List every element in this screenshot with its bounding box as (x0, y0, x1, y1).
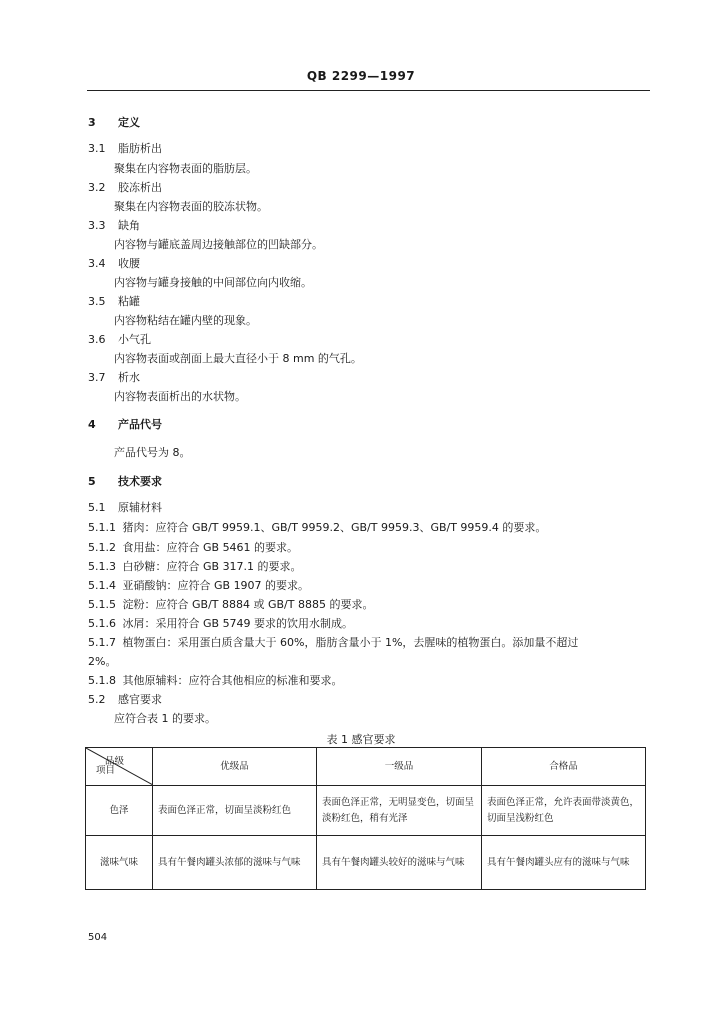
section-number: 3 (88, 116, 96, 129)
section-5-1-6 (88, 617, 353, 631)
table-cell: 表面色泽正常，切面呈淡粉红色 (153, 786, 317, 836)
section-3-1-heading (88, 142, 162, 156)
section-5-1-5 (88, 598, 373, 612)
section-3-7-text: 内容物表面析出的水状物。 (114, 390, 246, 403)
section-3-4-heading (88, 257, 140, 271)
section-5-1-3 (88, 560, 302, 574)
section-3-1-text: 聚集在内容物表面的脂肪层。 (114, 162, 257, 175)
section-5-1-2 (88, 541, 298, 555)
section-5-1-7-continued: 2%。 (88, 655, 117, 668)
corner-item-label: 项目 (96, 765, 116, 776)
standard-code-header: QB 2299—1997 (306, 69, 416, 83)
section-3-2-text: 聚集在内容物表面的胶冻状物。 (114, 200, 268, 213)
section-5-2-heading (88, 693, 162, 707)
section-number: 5.1.3 (88, 560, 116, 573)
section-number: 3.1 (88, 142, 106, 155)
table-cell: 具有午餐肉罐头浓郁的滋味与气味 (153, 836, 317, 890)
table-cell: 表面色泽正常，无明显变色，切面呈淡粉红色，稍有光泽 (317, 786, 482, 836)
section-number: 5.1.1 (88, 521, 116, 534)
section-text: 食用盐：应符合 GB 5461 的要求。 (122, 541, 299, 554)
table-corner-cell (86, 748, 153, 786)
section-5-1-8 (88, 674, 343, 688)
section-3-5-text: 内容物粘结在罐内壁的现象。 (114, 314, 257, 327)
section-title: 脂肪析出 (118, 142, 162, 155)
section-number: 5.1.8 (88, 674, 116, 687)
section-5-1-7 (88, 636, 578, 650)
column-header: 合格品 (482, 748, 646, 786)
sensory-requirements-table (85, 747, 646, 890)
section-title: 原辅材料 (118, 501, 162, 514)
section-3-heading (88, 116, 140, 130)
section-text: 亚硝酸钠：应符合 GB 1907 的要求。 (122, 579, 310, 592)
section-title: 感官要求 (118, 693, 162, 706)
section-title: 定义 (118, 116, 140, 129)
section-text: 冰屑：采用符合 GB 5749 要求的饮用水制成。 (122, 617, 354, 630)
table-cell: 具有午餐肉罐头应有的滋味与气味 (482, 836, 646, 890)
section-title: 胶冻析出 (118, 181, 162, 194)
section-title: 收腰 (118, 257, 140, 270)
section-5-2-text: 应符合表 1 的要求。 (114, 712, 216, 725)
section-number: 5.1.4 (88, 579, 116, 592)
section-text: 其他原辅料：应符合其他相应的标准和要求。 (122, 674, 343, 687)
section-3-6-heading (88, 333, 151, 347)
section-number: 3.3 (88, 219, 106, 232)
section-3-4-text: 内容物与罐身接触的中间部位向内收缩。 (114, 276, 312, 289)
table-cell: 具有午餐肉罐头较好的滋味与气味 (317, 836, 482, 890)
section-number: 5.1.6 (88, 617, 116, 630)
section-number: 3.2 (88, 181, 106, 194)
section-title: 产品代号 (118, 418, 162, 431)
section-5-1-heading (88, 501, 162, 515)
section-4-text: 产品代号为 8。 (114, 446, 191, 459)
section-text: 猪肉：应符合 GB/T 9959.1、GB/T 9959.2、GB/T 9959.3、GB/T 9959.4 的要求。 (122, 521, 547, 534)
section-title: 析水 (118, 371, 140, 384)
table-header-row (86, 748, 646, 786)
section-number: 5.1.5 (88, 598, 116, 611)
section-5-1-4 (88, 579, 309, 593)
section-number: 5.1 (88, 501, 106, 514)
column-header: 优级品 (153, 748, 317, 786)
section-number: 3.4 (88, 257, 106, 270)
section-5-1-1 (88, 521, 546, 535)
section-number: 4 (88, 418, 96, 431)
row-item-label: 滋味气味 (86, 836, 153, 890)
section-3-6-text: 内容物表面或剖面上最大直径小于 8 mm 的气孔。 (114, 352, 362, 365)
column-header: 一级品 (317, 748, 482, 786)
section-title: 粘罐 (118, 295, 140, 308)
section-title: 技术要求 (118, 475, 162, 488)
section-4-heading (88, 418, 162, 432)
section-number: 3.7 (88, 371, 106, 384)
section-number: 3.6 (88, 333, 106, 346)
section-number: 5 (88, 475, 96, 488)
section-text: 淀粉：应符合 GB/T 8884 或 GB/T 8885 的要求。 (122, 598, 374, 611)
page-number: 504 (88, 932, 108, 943)
section-3-2-heading (88, 181, 162, 195)
section-text: 植物蛋白：采用蛋白质含量大于 60%，脂肪含量小于 1%，去腥味的植物蛋白。添加量不超过 (122, 636, 579, 649)
table-row (86, 836, 646, 890)
section-3-5-heading (88, 295, 140, 309)
table-row (86, 786, 646, 836)
section-number: 5.1.7 (88, 636, 116, 649)
section-number: 5.2 (88, 693, 106, 706)
table-caption: 表 1 感官要求 (326, 733, 396, 746)
section-3-3-heading (88, 219, 140, 233)
row-item-label: 色泽 (86, 786, 153, 836)
header-rule (87, 90, 650, 91)
corner-grade-label: 品级 (104, 756, 124, 767)
section-5-heading (88, 475, 162, 489)
section-number: 3.5 (88, 295, 106, 308)
section-3-7-heading (88, 371, 140, 385)
section-3-3-text: 内容物与罐底盖周边接触部位的凹缺部分。 (114, 238, 323, 251)
section-text: 白砂糖：应符合 GB 317.1 的要求。 (122, 560, 302, 573)
table-cell: 表面色泽正常，允许表面带淡黄色，切面呈浅粉红色 (482, 786, 646, 836)
section-title: 小气孔 (118, 333, 151, 346)
section-title: 缺角 (118, 219, 140, 232)
section-number: 5.1.2 (88, 541, 116, 554)
